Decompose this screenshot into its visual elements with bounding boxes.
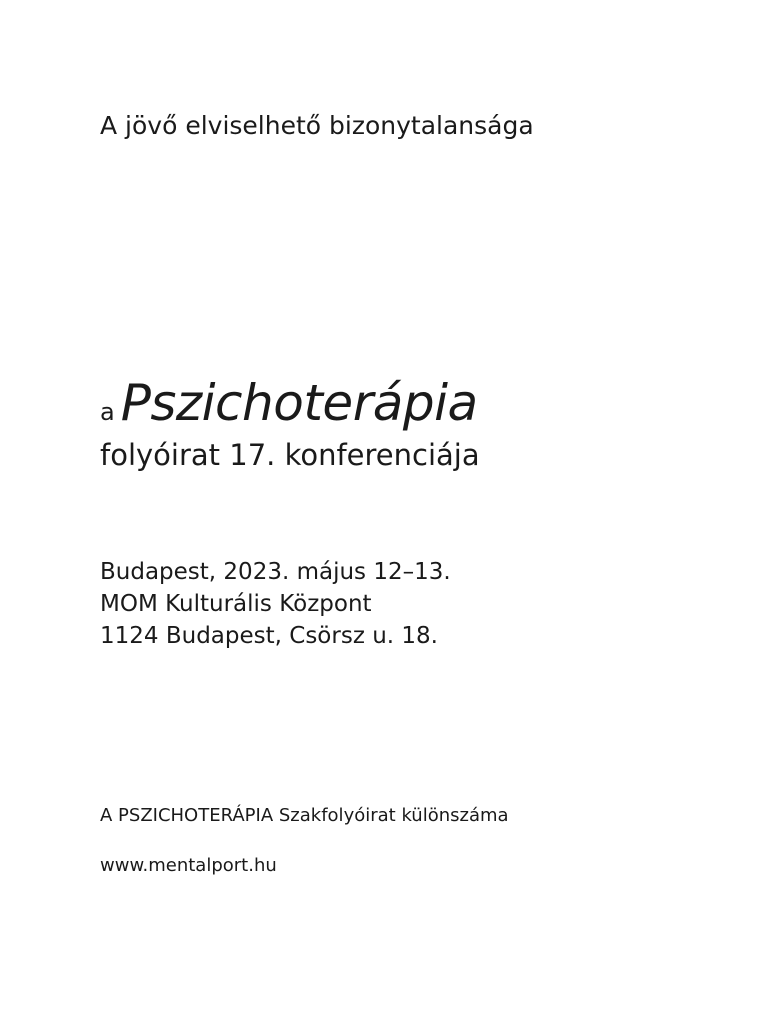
website-link[interactable]: www.mentalport.hu [100,855,277,876]
venue-place: MOM Kulturális Központ [100,591,372,617]
conference-article: a [100,398,115,426]
venue-address: 1124 Budapest, Csörsz u. 18. [100,623,438,649]
special-issue-note: A PSZICHOTERÁPIA Szakfolyóirat különszáma [100,805,509,826]
document-subtitle: A jövő elviselhető bizonytalansága [100,111,534,140]
venue-info [100,556,451,652]
conference-title [100,370,480,472]
journal-name: Pszichoterápia [120,374,478,432]
venue-date: Budapest, 2023. május 12–13. [100,559,451,585]
conference-title-line2: folyóirat 17. konferenciája [100,438,480,472]
conference-title-line1 [100,370,480,448]
